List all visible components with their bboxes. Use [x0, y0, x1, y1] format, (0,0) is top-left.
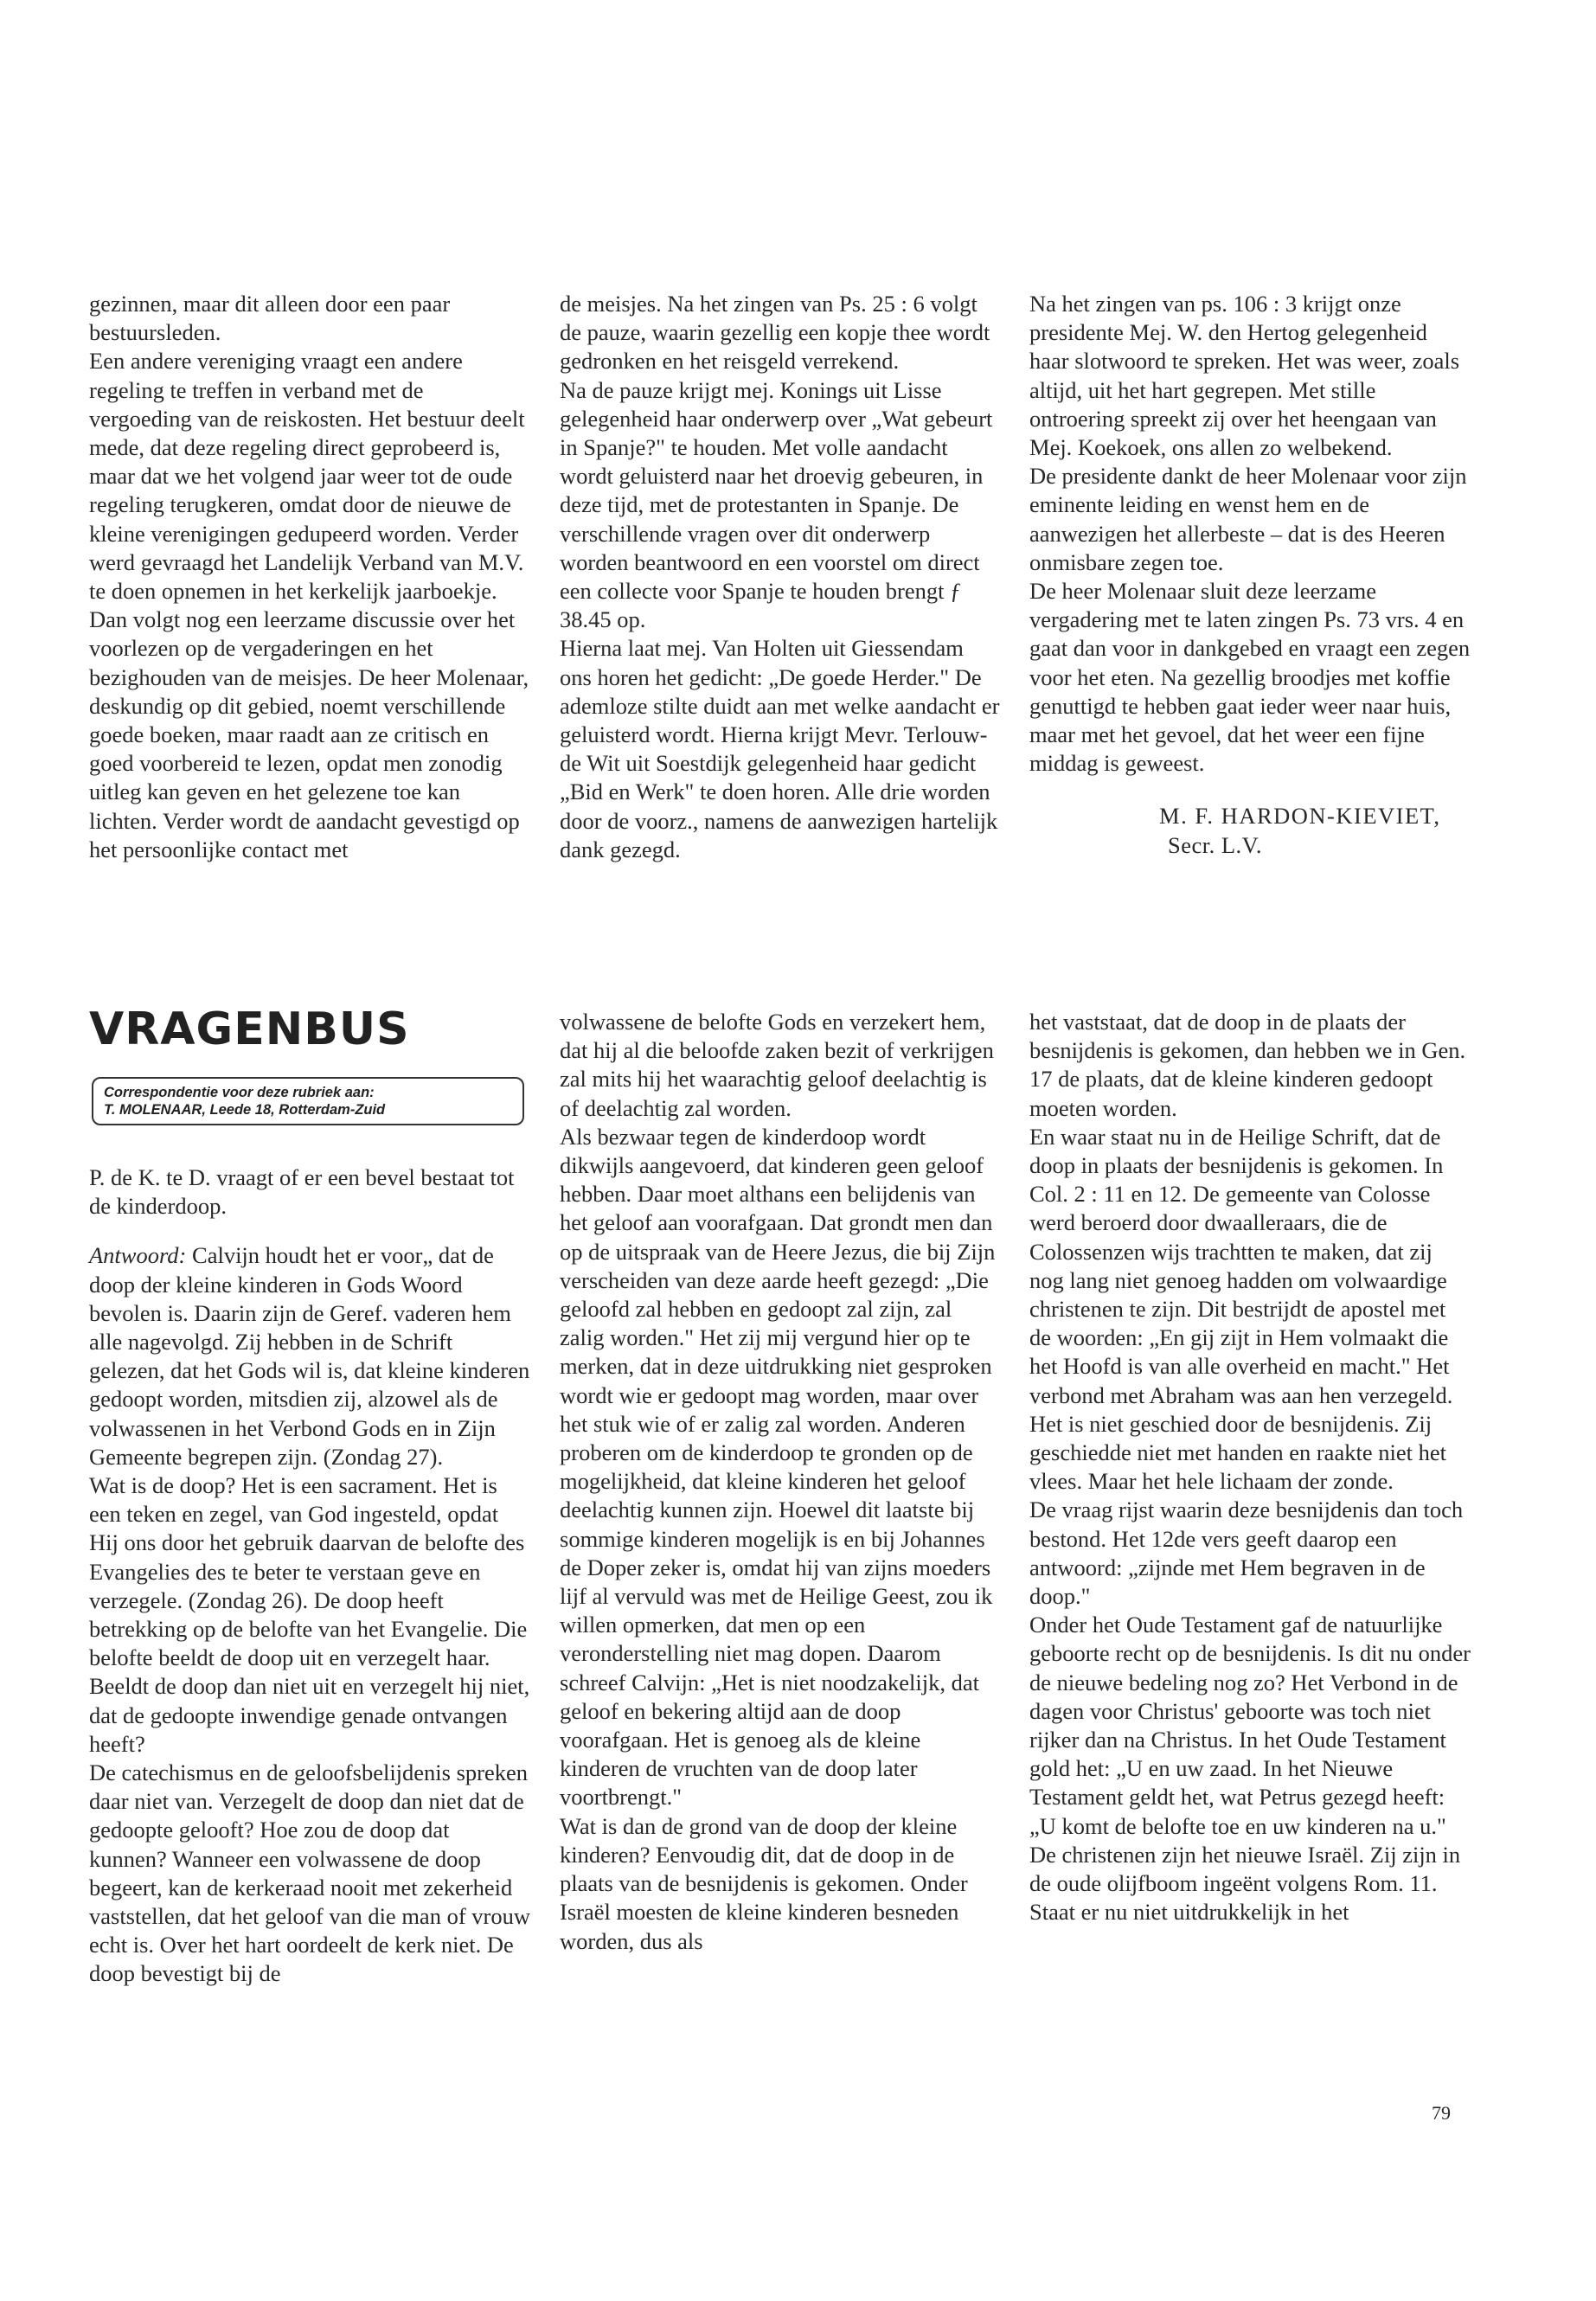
answer-paragraph: volwassene de belofte Gods en verzekert hem, dat hij al die beloofde zaken bezit of verkrijgen zal mits hij het waarachtig geloof deelachtig is of deelachtig zal worden.	[560, 1009, 994, 1121]
question-text: P. de K. te D. vraagt of er een bevel bestaat tot de kinderdoop.	[89, 1164, 515, 1220]
report-paragraph: Dan volgt nog een leerzame discussie over het voorlezen op de vergaderingen en het bezighouden van de meisjes. De heer Molenaar, deskundig op dit gebied, noemt verschillende goede boeken, maar raadt aan ze critisch en goed voorbereid te lezen, opdat men zonodig uitleg kan geven en het gelezene toe kan lichten. Verder wordt de aandacht gevestigd op het persoonlijke contact met	[89, 606, 529, 862]
answer-paragraph: Wat is dan de grond van de doop der kleine kinderen? Eenvoudig dit, dat de doop in de plaats van de besnijdenis is gekomen. Onder Israël moesten de kleine kinderen besneden worden, dus als	[560, 1812, 968, 1954]
answer-paragraph: De vraag rijst waarin deze besnijdenis dan toch bestond. Het 12de vers geeft daarop een antwoord: „zijnde met Hem begraven in de doop."	[1029, 1497, 1464, 1610]
report-column-3	[1029, 290, 1471, 860]
signature-name: M. F. HARDON-KIEVIET,	[1159, 803, 1441, 830]
answer-paragraph: het vaststaat, dat de doop in de plaats der besnijdenis is gekomen, dan hebben we in Gen. 17 de plaats, dat de kleine kinderen gedoopt moeten worden.	[1029, 1009, 1466, 1121]
correspondence-line: Correspondentie voor deze rubriek aan:	[104, 1085, 375, 1100]
report-paragraph: Hierna laat mej. Van Holten uit Giessendam ons horen het gedicht: „De goede Herder." De ademloze stilte duidt aan met welke aandacht er geluisterd wordt. Hierna krijgt Mevr. Terlouw-de Wit uit Soestdijk gelegenheid haar gedicht „Bid en Werk" te doen horen. Alle drie worden door de voorz., namens de aanwezigen hartelijk dank gezegd.	[560, 635, 1000, 862]
answer-paragraph: En waar staat nu in de Heilige Schrift, dat de doop in plaats der besnijdenis is gekomen. In Col. 2 : 11 en 12. De gemeente van Colosse werd beroerd door dwaalleraars, die de Colossenzen wijs trachtten te maken, dat zij nog lang niet genoeg hadden om volwaardige christenen te zijn. Dit bestrijdt de apostel met de woorden: „En gij zijt in Hem volmaakt die het Hoofd is van alle overheid en macht." Het verbond met Abraham was aan hen verzegeld. Het is niet geschied door de besnijdenis. Zij geschiedde niet met handen en raakte niet het vlees. Maar het hele lichaam der zonde.	[1029, 1123, 1453, 1495]
answer-paragraph: Onder het Oude Testament gaf de natuurlijke geboorte recht op de besnijdenis. Is dit nu onder de nieuwe bedeling nog zo? Het Verbond in de dagen voor Christus' geboorte was toch niet rijker dan na Christus. In het Oude Testament gold het: „U en uw zaad. In het Nieuwe Testament geldt het, wat Petrus gezegd heeft: „U komt de belofte toe en uw kinderen na u." De christenen zijn het nieuwe Israël. Zij zijn in de oude olijfboom ingeënt volgens Rom. 11. Staat er nu niet uitdrukkelijk in het	[1029, 1612, 1471, 1926]
report-signature	[1029, 802, 1471, 859]
answer-paragraph: Wat is de doop? Het is een sacrament. Het is een teken en zegel, van God ingesteld, opdat Hij ons door het gebruik daarvan de belofte des Evangelies des te beter te verstaan geve en verzegele. (Zondag 26). De doop heeft betrekking op de belofte van het Evangelie. Die belofte beeldt de doop uit en verzegelt haar. Beeldt de doop dan niet uit en verzegelt hij niet, dat de gedoopte inwendige genade ontvangen heeft?	[89, 1472, 530, 1757]
qa-column-2	[560, 1008, 1001, 1956]
report-paragraph: De presidente dankt de heer Molenaar voor zijn eminente leiding en wenst hem en de aanwezigen het allerbeste – dat is des Heeren onmisbare zegen toe.	[1029, 463, 1467, 575]
signature-title: Secr. L.V.	[1168, 831, 1263, 858]
section-heading: VRAGENBUS	[89, 1003, 410, 1055]
correspondence-box	[92, 1077, 524, 1125]
answer-label: Antwoord:	[89, 1242, 187, 1269]
answer-paragraph: Als bezwaar tegen de kinderdoop wordt dikwijls aangevoerd, dat kinderen geen geloof hebben. Daar moet althans een belijdenis van het geloof aan voorafgaan. Dat grondt men dan op de uitspraak van de Heere Jezus, die bij Zijn verscheiden van deze aarde heeft gezegd: „Die geloofd zal hebben en gedoopt zal zijn, zal zalig worden." Het zij mij vergund hier op te merken, dat in deze uitdrukking niet gesproken wordt wie er gedoopt mag worden, maar over het stuk wie of er zalig zal worden. Anderen proberen om de kinderdoop te gronden op de mogelijkheid, dat kleine kinderen het geloof deelachtig kunnen zijn. Hoewel dit laatste bij sommige kinderen mogelijk is en bij Johannes de Doper zeker is, omdat hij van zijns moeders lijf al vervuld was met de Heilige Geest, zou ik willen opmerken, dat men op een veronderstelling niet mag dopen. Daarom schreef Calvijn: „Het is niet noodzakelijk, dat geloof en bekering altijd aan de doop voorafgaan. Het is genoeg als de kleine kinderen de vruchten van de doop later voortbrengt."	[560, 1123, 996, 1811]
correspondence-address: T. MOLENAAR, Leede 18, Rotterdam-Zuid	[104, 1102, 386, 1118]
report-paragraph: Na het zingen van ps. 106 : 3 krijgt onze presidente Mej. W. den Hertog gelegenheid haar slotwoord te spreken. Het was weer, zoals altijd, uit het hart gegrepen. Met stille ontroering spreekt zij over het heengaan van Mej. Koekoek, ons allen zo welbekend.	[1029, 291, 1460, 461]
qa-column-3	[1029, 1008, 1471, 1927]
qa-column-1	[89, 1163, 530, 1989]
report-paragraph: Na de pauze krijgt mej. Konings uit Lisse gelegenheid haar onderwerp over „Wat gebeurt in Spanje?" te houden. Met volle aandacht wordt geluisterd naar het droevig gebeuren, in deze tijd, met de protestanten in Spanje. De verschillende vragen over dit onderwerp worden beantwoord en een voorstel om direct een collecte voor Spanje te houden brengt ƒ 38.45 op.	[560, 376, 993, 633]
page-number: 79	[1432, 2102, 1451, 2124]
report-paragraph: de meisjes. Na het zingen van Ps. 25 : 6 volgt de pauze, waarin gezellig een kopje thee wordt gedronken en het reisgeld verrekend.	[560, 291, 990, 375]
report-paragraph: Een andere vereniging vraagt een andere regeling te treffen in verband met de vergoeding van de reiskosten. Het bestuur deelt mede, dat deze regeling direct geprobeerd is, maar dat we het volgend jaar weer tot de oude regeling terugkeren, omdat door de nieuwe de kleine verenigingen gedupeerd worden. Verder werd gevraagd het Landelijk Verband van M.V. te doen opnemen in het kerkelijk jaarboekje.	[89, 348, 525, 605]
report-paragraph: gezinnen, maar dit alleen door een paar bestuursleden.	[89, 291, 451, 346]
report-column-2	[560, 290, 1001, 864]
answer-paragraph: De catechismus en de geloofsbelijdenis spreken daar niet van. Verzegelt de doop dan niet dat de gedoopte gelooft? Hoe zou de doop dat kunnen? Wanneer een volwassene de doop begeert, kan de kerkeraad nooit met zekerheid vaststellen, dat het geloof van die man of vrouw echt is. Over het hart oordeelt de kerk niet. De doop bevestigt bij de	[89, 1759, 530, 1987]
report-column-1	[89, 290, 530, 864]
report-paragraph: De heer Molenaar sluit deze leerzame vergadering met te laten zingen Ps. 73 vrs. 4 en gaat dan voor in dankgebed en vraagt een zegen voor het eten. Na gezellig broodjes met koffie genuttigd te hebben gaat ieder weer naar huis, maar met het gevoel, dat het weer een fijne middag is geweest.	[1029, 578, 1471, 777]
answer-text: Calvijn houdt het er voor„ dat de doop der kleine kinderen in Gods Woord bevolen is. Daarin zijn de Geref. vaderen hem alle nagevolgd. Zij hebben in de Schrift gelezen, dat het Gods wil is, dat kleine kinderen gedoopt worden, mitsdien zij, alzowel als de volwassenen in het Verbond Gods en in Zijn Gemeente begrepen zijn. (Zondag 27).	[89, 1242, 530, 1470]
answer-paragraph	[89, 1241, 530, 1471]
